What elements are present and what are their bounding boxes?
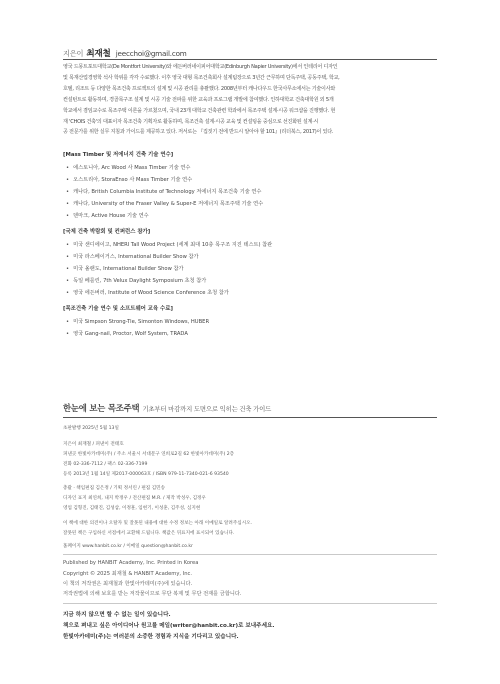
list-item: • 에스토니아, Arc Wood 사 Mass Timber 기술 연수 [66, 165, 191, 171]
colophon-line: 디자인 표지 최연희, 내지 박정우 / 전산편집 M.R. / 제작 박성우, 김정우 [63, 496, 206, 501]
bio-line: 컨설턴트로 활동하며, 경골목구조 설계 및 시공 기술 전파를 위한 교육과 프로그램 개발에 참여했다. 인하대학교 건축대학원 외 5개 [63, 96, 334, 103]
list-item: • 영국 에든버러, Institute of Wood Science Conference 초청 참가 [66, 290, 229, 296]
author-email[interactable]: jeecchoi@gmail.com [115, 49, 187, 58]
bio-line: 재 'CHOIS 건축'의 대표이자 목조건축 기획자로 활동하며, 목조건축 설계·시공 교육 및 컨설팅을 중심으로 선진화된 설계·시 [63, 118, 319, 125]
bio-line: 호텔, 리조트 등 다양한 목조건축 프로젝트의 설계 및 시공 관리를 총괄했다. 2008년부터 캐나다우드 한국사무소에서는 기술이사와 [63, 85, 336, 92]
section-heading-conference: [국제 건축 박람회 및 컨퍼런스 참가] [63, 229, 151, 235]
author-bio [63, 62, 437, 138]
list-item: • 미국 Simpson Strong-Tie, Simonton Windows, HUBER [66, 319, 210, 325]
first-edition-date: 초판발행 2025년 5월 13일 [63, 426, 119, 431]
publisher-line: Published by HANBIT Academy, Inc. Printed in Korea [63, 560, 199, 566]
list-item: • 미국 샌디에이고, NHERI Tall Wood Project (세계 최대 10층 목구조 지진 테스트) 참관 [66, 242, 273, 248]
colophon-line: 펴낸곳 한빛아카데미(주) / 주소 서울시 서대문구 연희로2길 62 한빛아카데미(주) 2층 [63, 452, 235, 457]
author-name: 최재철 [86, 49, 111, 59]
list-item: • 미국 라스베이거스, International Builder Show 참가 [66, 254, 199, 260]
section-heading-mass-timber: [Mass Timber 및 저에너지 건축 기술 연수] [63, 152, 174, 158]
closing-line: 지금 하지 않으면 할 수 없는 일이 있습니다. [63, 612, 171, 618]
author-prefix: 지은이 [63, 49, 84, 58]
list-item: • 독일 베를린, 7th Velux Daylight Symposium 초청 참가 [66, 278, 207, 284]
bio-line: 및 목재산업경영학 석사 학위를 각각 수료했다. 이후 영국 대형 목조건축회사 설계팀장으로 3년간 근무하며 단독주택, 공동주택, 학교, [63, 74, 340, 81]
bio-line: 영국 드몽트포트대학교(De Montfort University)와 에든버러네이피어대학교(Edinburgh Napier University)에서 인테리어 디자인 [63, 64, 338, 70]
bio-line: 학교에서 겸임교수로 목조주택 이론을 가르쳤으며, 국내 23개 대학교 건축관련 학과에서 목조주택 설계·시공 워크샵을 진행했다. 현 [63, 107, 336, 114]
copyright-line: Copyright © 2025 최재철 & HANBIT Academy, Inc. [63, 571, 193, 577]
copyright-notice: 저작권법에 의해 보호를 받는 저작물이므로 무단 복제 및 무단 전재를 금합니다. [63, 591, 242, 597]
colophon-line: 영업 김형진, 김태진, 김성삼, 이정훈, 임현기, 이성훈, 김주성, 심지현 [63, 506, 201, 511]
colophon-line: 등록 2013년 1월 14일 제2017-000063호 / ISBN 979-11-7340-021-6 93540 [63, 472, 229, 477]
closing-line: 한빛아카데미(주)는 여러분의 소중한 경험과 지식을 기다리고 있습니다. [63, 634, 239, 640]
colophon-line: 지은이 최재철 / 펴낸이 전태호 [63, 442, 124, 447]
colophon-line: 총괄 · 책임편집 김은정 / 기획 정서린 / 편집 김민송 [63, 486, 166, 491]
title-rule [63, 417, 437, 418]
copyright-notice: 이 책의 저작권은 최재철과 한빛아카데미(주)에 있습니다. [63, 581, 193, 587]
colophon-line: 잘못된 책은 구입하신 서점에서 교환해 드립니다. 책값은 뒤표지에 표시되어 있습니다. [63, 531, 235, 536]
divider [63, 554, 437, 555]
list-item: • 영국 Gang-nail, Proctor, Wolf System, TRADA [66, 331, 188, 337]
list-item: • 오스트리아, StoraEnso 사 Mass Timber 기술 연수 [66, 177, 193, 183]
list-item: • 미국 올랜도, International Builder Show 참가 [66, 266, 184, 272]
author-rule [63, 59, 437, 60]
closing-line: 책으로 펴내고 싶은 아이디어나 원고를 메일(writer@hanbit.co.kr)로 보내주세요. [63, 623, 275, 629]
homepage-email-line[interactable]: 홈페이지 www.hanbit.co.kr / 이메일 question@hanbit.co.kr [63, 544, 193, 549]
bio-line: 공 전문가를 위한 실무 지침과 가이드를 제공하고 있다. 저서로는 『집짓기 전에 반드시 알아야 할 101』(리더북스, 2017)이 있다. [63, 129, 334, 136]
section-heading-training: [목조건축 기술 연수 및 소프트웨어 교육 수료] [63, 306, 173, 312]
divider [63, 603, 437, 604]
author-line [63, 47, 187, 59]
list-item: • 캐나다, University of the Fraser Valley & Super-E 저에너지 목조주택 기술 연수 [66, 201, 264, 207]
list-item: • 캐나다, British Columbia Institute of Technology 저에너지 목조건축 기술 연수 [66, 189, 262, 195]
book-title [63, 402, 271, 414]
list-item: • 덴마크, Active House 기술 연수 [66, 213, 149, 219]
book-subtitle: 기초부터 마감까지 도면으로 익히는 건축 가이드 [142, 405, 272, 413]
book-title-main: 한눈에 보는 목조주택 [63, 403, 140, 413]
colophon-line: 이 책에 대한 의견이나 오탈자 및 잘못된 내용에 대한 수정 정보는 아래 이메일로 알려주십시오. [63, 521, 253, 526]
colophon-line: 전화 02-336-7112 / 팩스 02-336-7199 [63, 462, 148, 467]
